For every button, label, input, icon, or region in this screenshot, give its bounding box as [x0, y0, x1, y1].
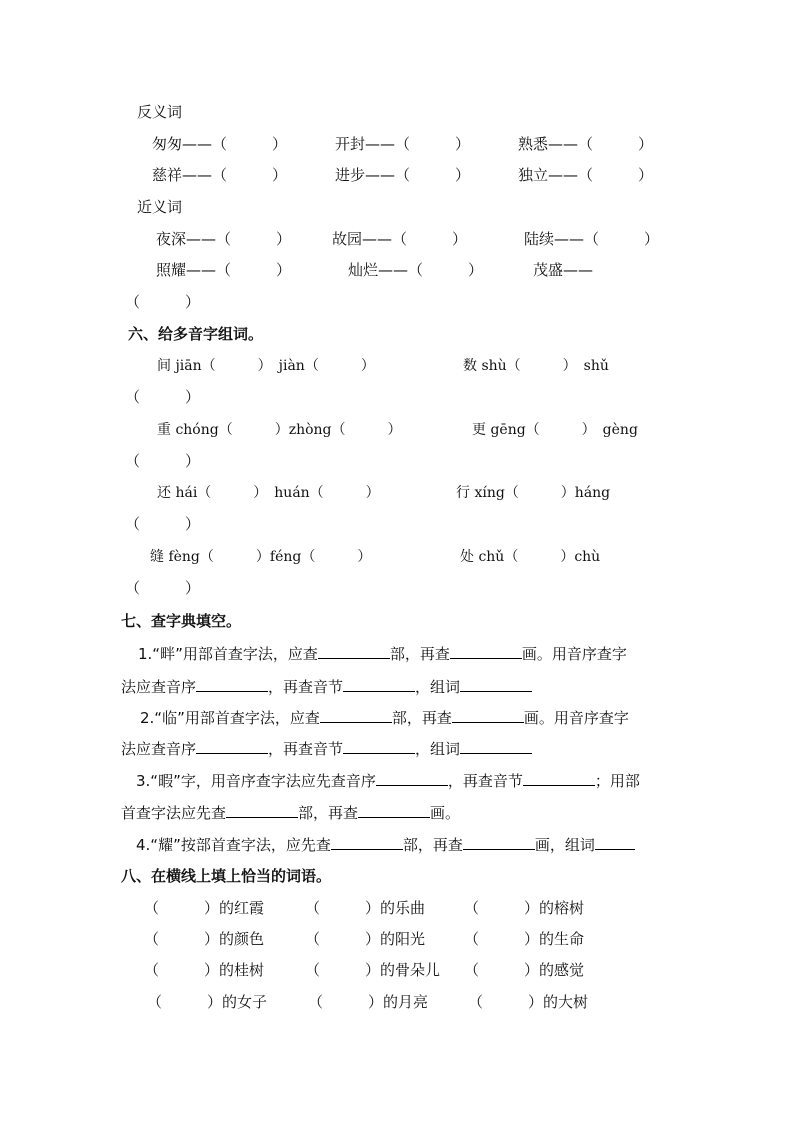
dictionary-question-3-cont: 首查字法应先查 部，再查 画。: [121, 801, 460, 823]
synonyms-title: 近义词: [137, 198, 183, 216]
answer-blank[interactable]: [452, 706, 524, 723]
polyphone-pair: 处 chǔ（ ）chù: [460, 549, 601, 565]
phrase-item: （ ）的月亮: [308, 993, 429, 1011]
dictionary-question-2-cont: 法应查音序 ，再查音节 ，组词: [121, 737, 532, 759]
polyphone-pair: 重 chóng（ ）zhòng（ ）: [157, 422, 402, 438]
polyphone-pair: 数 shù（ ） shǔ: [463, 358, 609, 374]
dictionary-question-1: 1.“畔”用部首查字法，应查 部，再查 画。用音序查字: [138, 642, 627, 664]
antonym-item: 慈祥——（ ）: [152, 166, 288, 184]
answer-blank[interactable]: [460, 737, 532, 754]
antonym-item: 开封——（ ）: [335, 135, 471, 153]
phrase-item: （ ）的颜色: [144, 930, 265, 948]
polyphone-pair: 还 hái（ ） huán（ ）: [157, 485, 380, 501]
answer-blank[interactable]: [595, 833, 635, 850]
synonym-item: 陆续——（ ）: [524, 230, 660, 248]
antonym-item: 独立——（ ）: [518, 166, 654, 184]
polyphone-pair: 行 xíng（ ）háng: [456, 485, 611, 501]
phrase-item: （ ）的榕树: [464, 899, 585, 917]
polyphone-wrap: （ ）: [125, 388, 201, 406]
synonym-wrap: （ ）: [125, 293, 201, 311]
synonym-item: 茂盛——: [533, 261, 594, 279]
answer-blank[interactable]: [376, 769, 448, 786]
answer-blank[interactable]: [358, 801, 430, 818]
antonym-item: 进步——（ ）: [335, 166, 471, 184]
phrase-item: （ ）的红霞: [144, 899, 265, 917]
section7-title: 七、查字典填空。: [121, 612, 242, 630]
antonym-item: 匆匆——（ ）: [152, 135, 288, 153]
answer-blank[interactable]: [196, 737, 268, 754]
dictionary-question-2: 2.“临”用部首查字法，应查 部，再查 画。用音序查字: [140, 706, 629, 728]
section6-title: 六、给多音字组词。: [128, 325, 264, 343]
polyphone-pair: 更 gēng（ ） gèng: [472, 422, 638, 438]
answer-blank[interactable]: [343, 675, 415, 692]
answer-blank[interactable]: [463, 833, 535, 850]
phrase-item: （ ）的阳光: [305, 930, 426, 948]
polyphone-wrap: （ ）: [125, 452, 201, 470]
polyphone-wrap: （ ）: [125, 579, 201, 597]
answer-blank[interactable]: [450, 642, 522, 659]
answer-blank[interactable]: [343, 737, 415, 754]
dictionary-question-3: 3.“暇”字，用音序查字法应先查音序 ，再查音节 ；用部: [136, 769, 640, 791]
polyphone-pair: 缝 fèng（ ）féng（ ）: [150, 549, 372, 565]
phrase-item: （ ）的大树: [468, 993, 589, 1011]
antonym-item: 熟悉——（ ）: [518, 135, 654, 153]
phrase-item: （ ）的桂树: [144, 961, 265, 979]
phrase-item: （ ）的感觉: [464, 961, 585, 979]
antonyms-title: 反义词: [137, 103, 183, 121]
section8-title: 八、在横线上填上恰当的词语。: [121, 867, 332, 885]
dictionary-question-1-cont: 法应查音序 ，再查音节 ，组词: [121, 675, 532, 697]
answer-blank[interactable]: [523, 769, 595, 786]
answer-blank[interactable]: [226, 801, 298, 818]
synonym-item: 灿烂——（ ）: [348, 261, 484, 279]
phrase-item: （ ）的生命: [464, 930, 585, 948]
phrase-item: （ ）的女子: [147, 993, 268, 1011]
synonym-item: 夜深——（ ）: [156, 230, 292, 248]
answer-blank[interactable]: [318, 642, 390, 659]
answer-blank[interactable]: [320, 706, 392, 723]
polyphone-wrap: （ ）: [125, 515, 201, 533]
synonym-item: 照耀——（ ）: [156, 261, 292, 279]
answer-blank[interactable]: [331, 833, 403, 850]
answer-blank[interactable]: [196, 675, 268, 692]
synonym-item: 故园——（ ）: [332, 230, 468, 248]
polyphone-pair: 间 jiān（ ） jiàn（ ）: [157, 358, 375, 374]
phrase-item: （ ）的骨朵儿: [305, 961, 441, 979]
dictionary-question-4: 4.“耀”按部首查字法，应先查 部，再查 画，组词: [136, 833, 635, 855]
phrase-item: （ ）的乐曲: [305, 899, 426, 917]
answer-blank[interactable]: [460, 675, 532, 692]
